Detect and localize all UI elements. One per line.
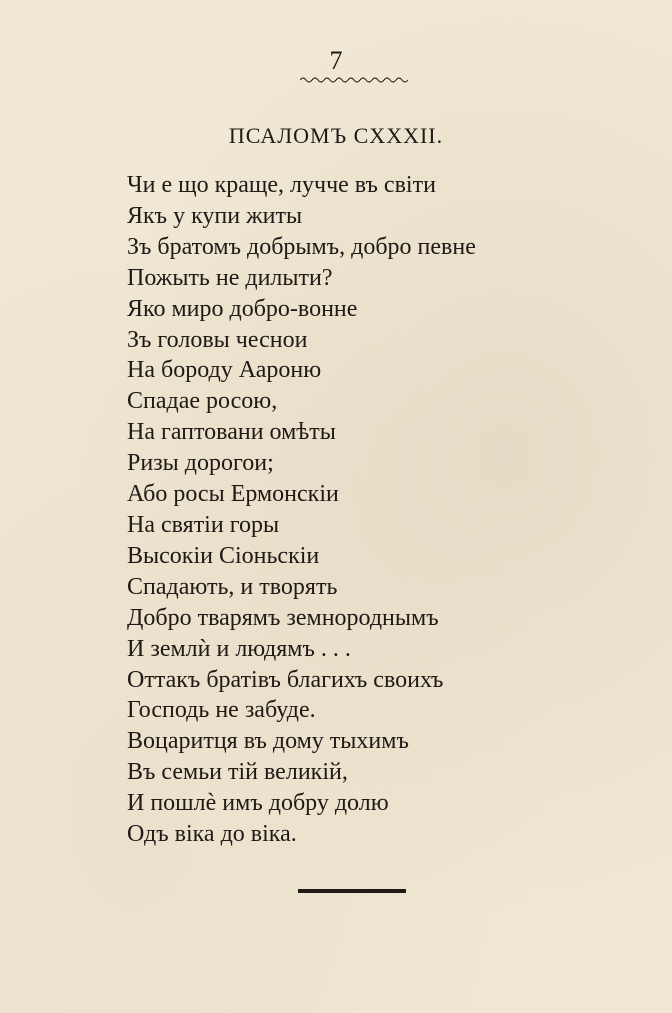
verse-line: Въ семьи тiй великiй,: [127, 759, 348, 786]
verse-line: И землѝ и людямъ . . .: [127, 635, 351, 662]
end-rule: [298, 889, 406, 893]
psalm-verse: [127, 170, 476, 850]
verse-line: Спадае росою,: [127, 388, 278, 415]
psalm-title: ПСАЛОМЪ CXXXII.: [228, 123, 444, 148]
verse-line: Оттакъ братiвъ благихъ своихъ: [127, 666, 444, 693]
verse-line: Зъ головы чеснои: [127, 326, 308, 353]
verse-line: Зъ братомъ добрымъ, добро певне: [127, 233, 476, 260]
verse-line: Якъ у купи житы: [127, 202, 303, 229]
verse-line: Чи е що краще, лучче въ свiти: [127, 172, 436, 198]
verse-line: Яко миро добро-вонне: [127, 295, 358, 322]
verse-line: Ризы дорогои;: [127, 450, 274, 477]
verse-line: На гаптовани омѣты: [127, 419, 336, 446]
verse-line: Або росы Ермонскiи: [127, 481, 339, 508]
verse-line: Высокiи Сiоньскiи: [127, 542, 320, 569]
verse-line: И пошлѐ имъ добру долю: [127, 790, 389, 817]
verse-line: Одъ вiка до вiка.: [127, 821, 297, 848]
verse-line: Пожыть не дилыти?: [127, 264, 333, 291]
page-number: 7: [329, 46, 343, 75]
verse-line: Добро тварямъ земнороднымъ: [127, 604, 439, 631]
verse-line: На бороду Аароню: [127, 357, 322, 384]
verse-line: Господь не забуде.: [127, 697, 316, 724]
verse-line: Воцаритця въ дому тыхимъ: [127, 728, 409, 755]
verse-line: Спадають, и творять: [127, 573, 338, 600]
wavy-ornament: [300, 75, 408, 85]
verse-line: На святiи горы: [127, 511, 280, 538]
